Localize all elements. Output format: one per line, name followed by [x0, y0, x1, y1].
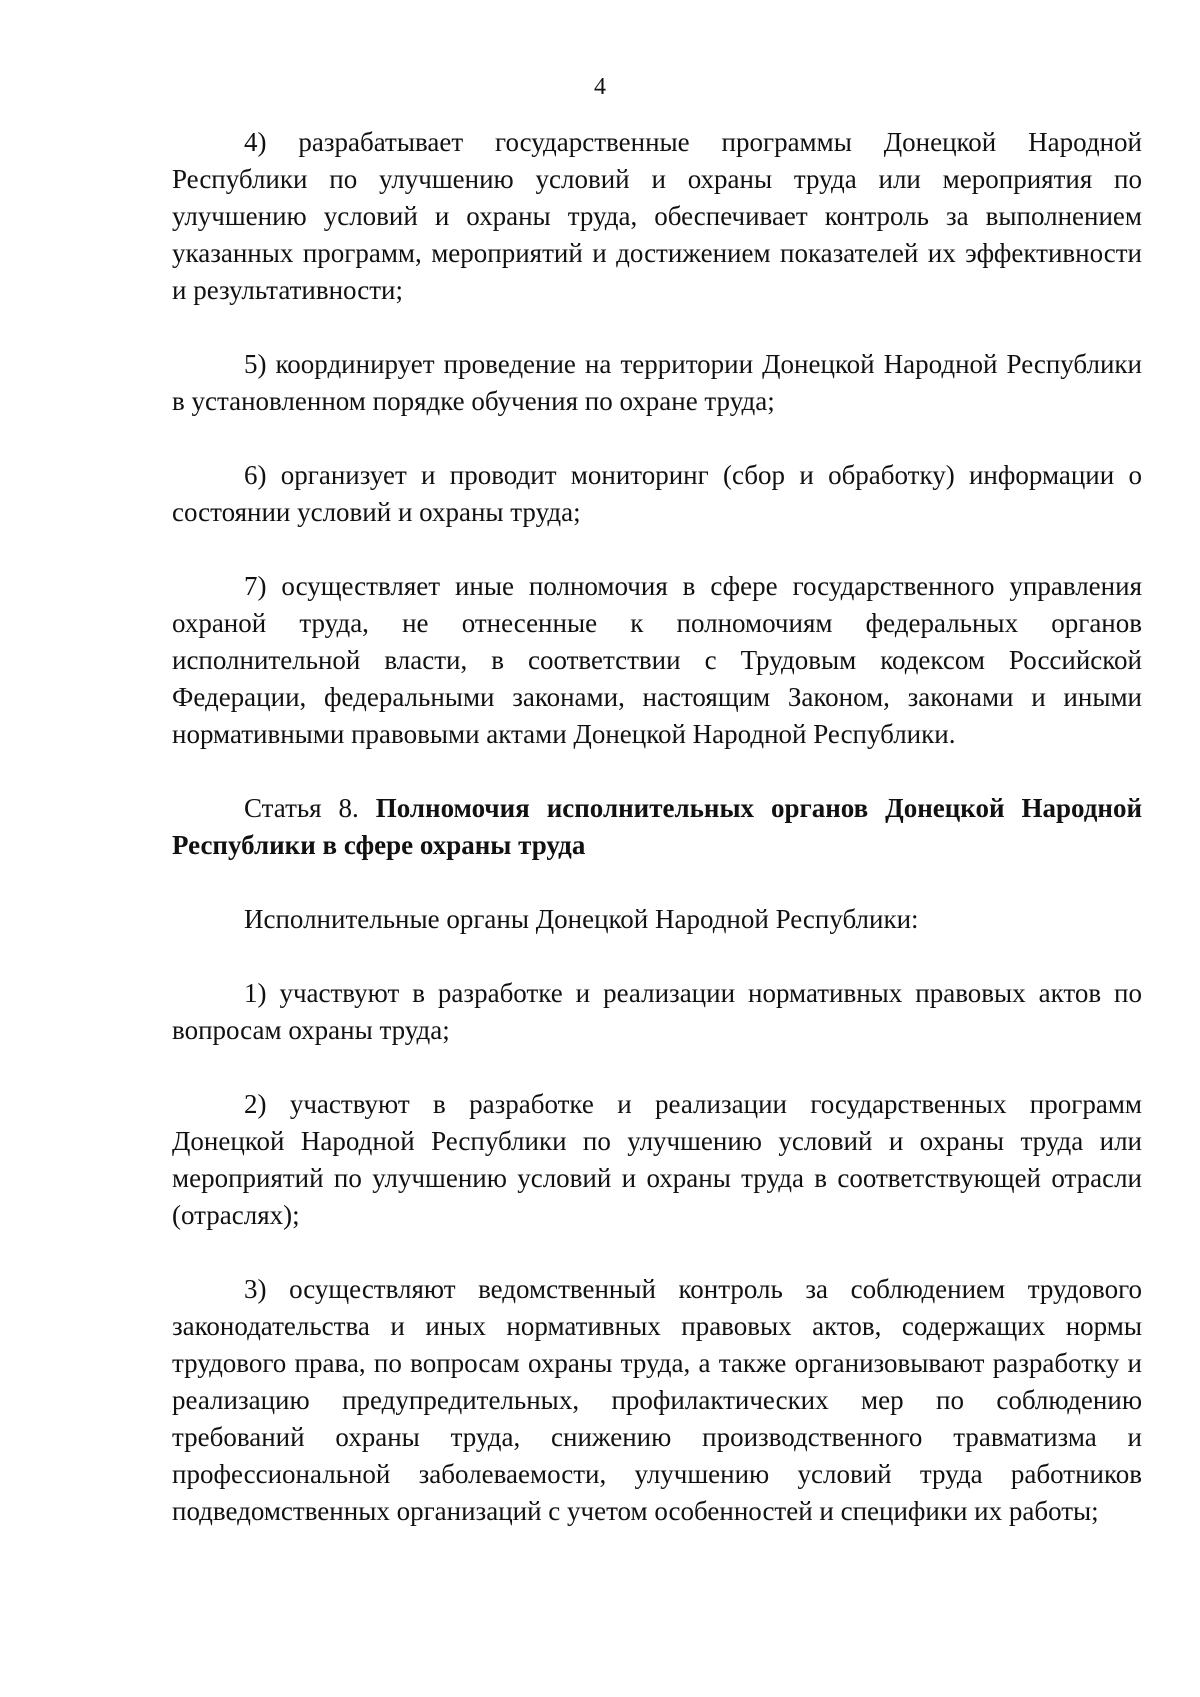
clause-5: 5) координирует проведение на территории Донецкой Народной Республики в установленном порядке обучения по охране труда;: [172, 349, 1142, 416]
article-8-clause-1: 1) участвуют в разработке и реализации нормативных правовых актов по вопросам охраны труда;: [172, 978, 1142, 1045]
clause-4: 4) разрабатывает государственные программы Донецкой Народной Республики по улучшению условий и охраны труда или мероприятия по улучшению условий и охраны труда, обеспечивает контроль за выполнением указанных программ, мероприятий и достижением показателей их эффективности и результативности;: [172, 127, 1142, 305]
clause-7: 7) осуществляет иные полномочия в сфере государственного управления охраной труда, не отнесенные к полномочиям федеральных органов исполнительной власти, в соответствии с Трудовым кодексом Российской Федерации, федеральными законами, настоящим Законом, законами и иными нормативными правовыми актами Донецкой Народной Республики.: [172, 571, 1142, 749]
article-intro: Исполнительные органы Донецкой Народной Республики:: [244, 904, 919, 934]
article-8-clause-3: 3) осуществляют ведомственный контроль за соблюдением трудового законодательства и иных нормативных правовых актов, содержащих нормы трудового права, по вопросам охраны труда, а также организовывают разработку и реализацию предупредительных, профилактических мер по соблюдению требований охраны труда, снижению производственного травматизма и профессиональной заболеваемости, улучшению условий труда работников подведомственных организаций с учетом особенностей и специфики их работы;: [172, 1274, 1142, 1526]
document-body: [172, 124, 1142, 1530]
article-label: Статья 8.: [244, 793, 376, 823]
article-8-heading: [172, 790, 1142, 864]
clause-6: 6) организует и проводит мониторинг (сбор и обработку) информации о состоянии условий и охраны труда;: [172, 460, 1142, 527]
page-number: 4: [594, 74, 606, 100]
article-title: Полномочия исполнительных органов Донецкой Народной Республики в сфере охраны труда: [172, 793, 1142, 860]
article-8-clause-2: 2) участвуют в разработке и реализации государственных программ Донецкой Народной Республики по улучшению условий и охраны труда или мероприятий по улучшению условий и охраны труда в соответствующей отрасли (отраслях);: [172, 1089, 1142, 1230]
